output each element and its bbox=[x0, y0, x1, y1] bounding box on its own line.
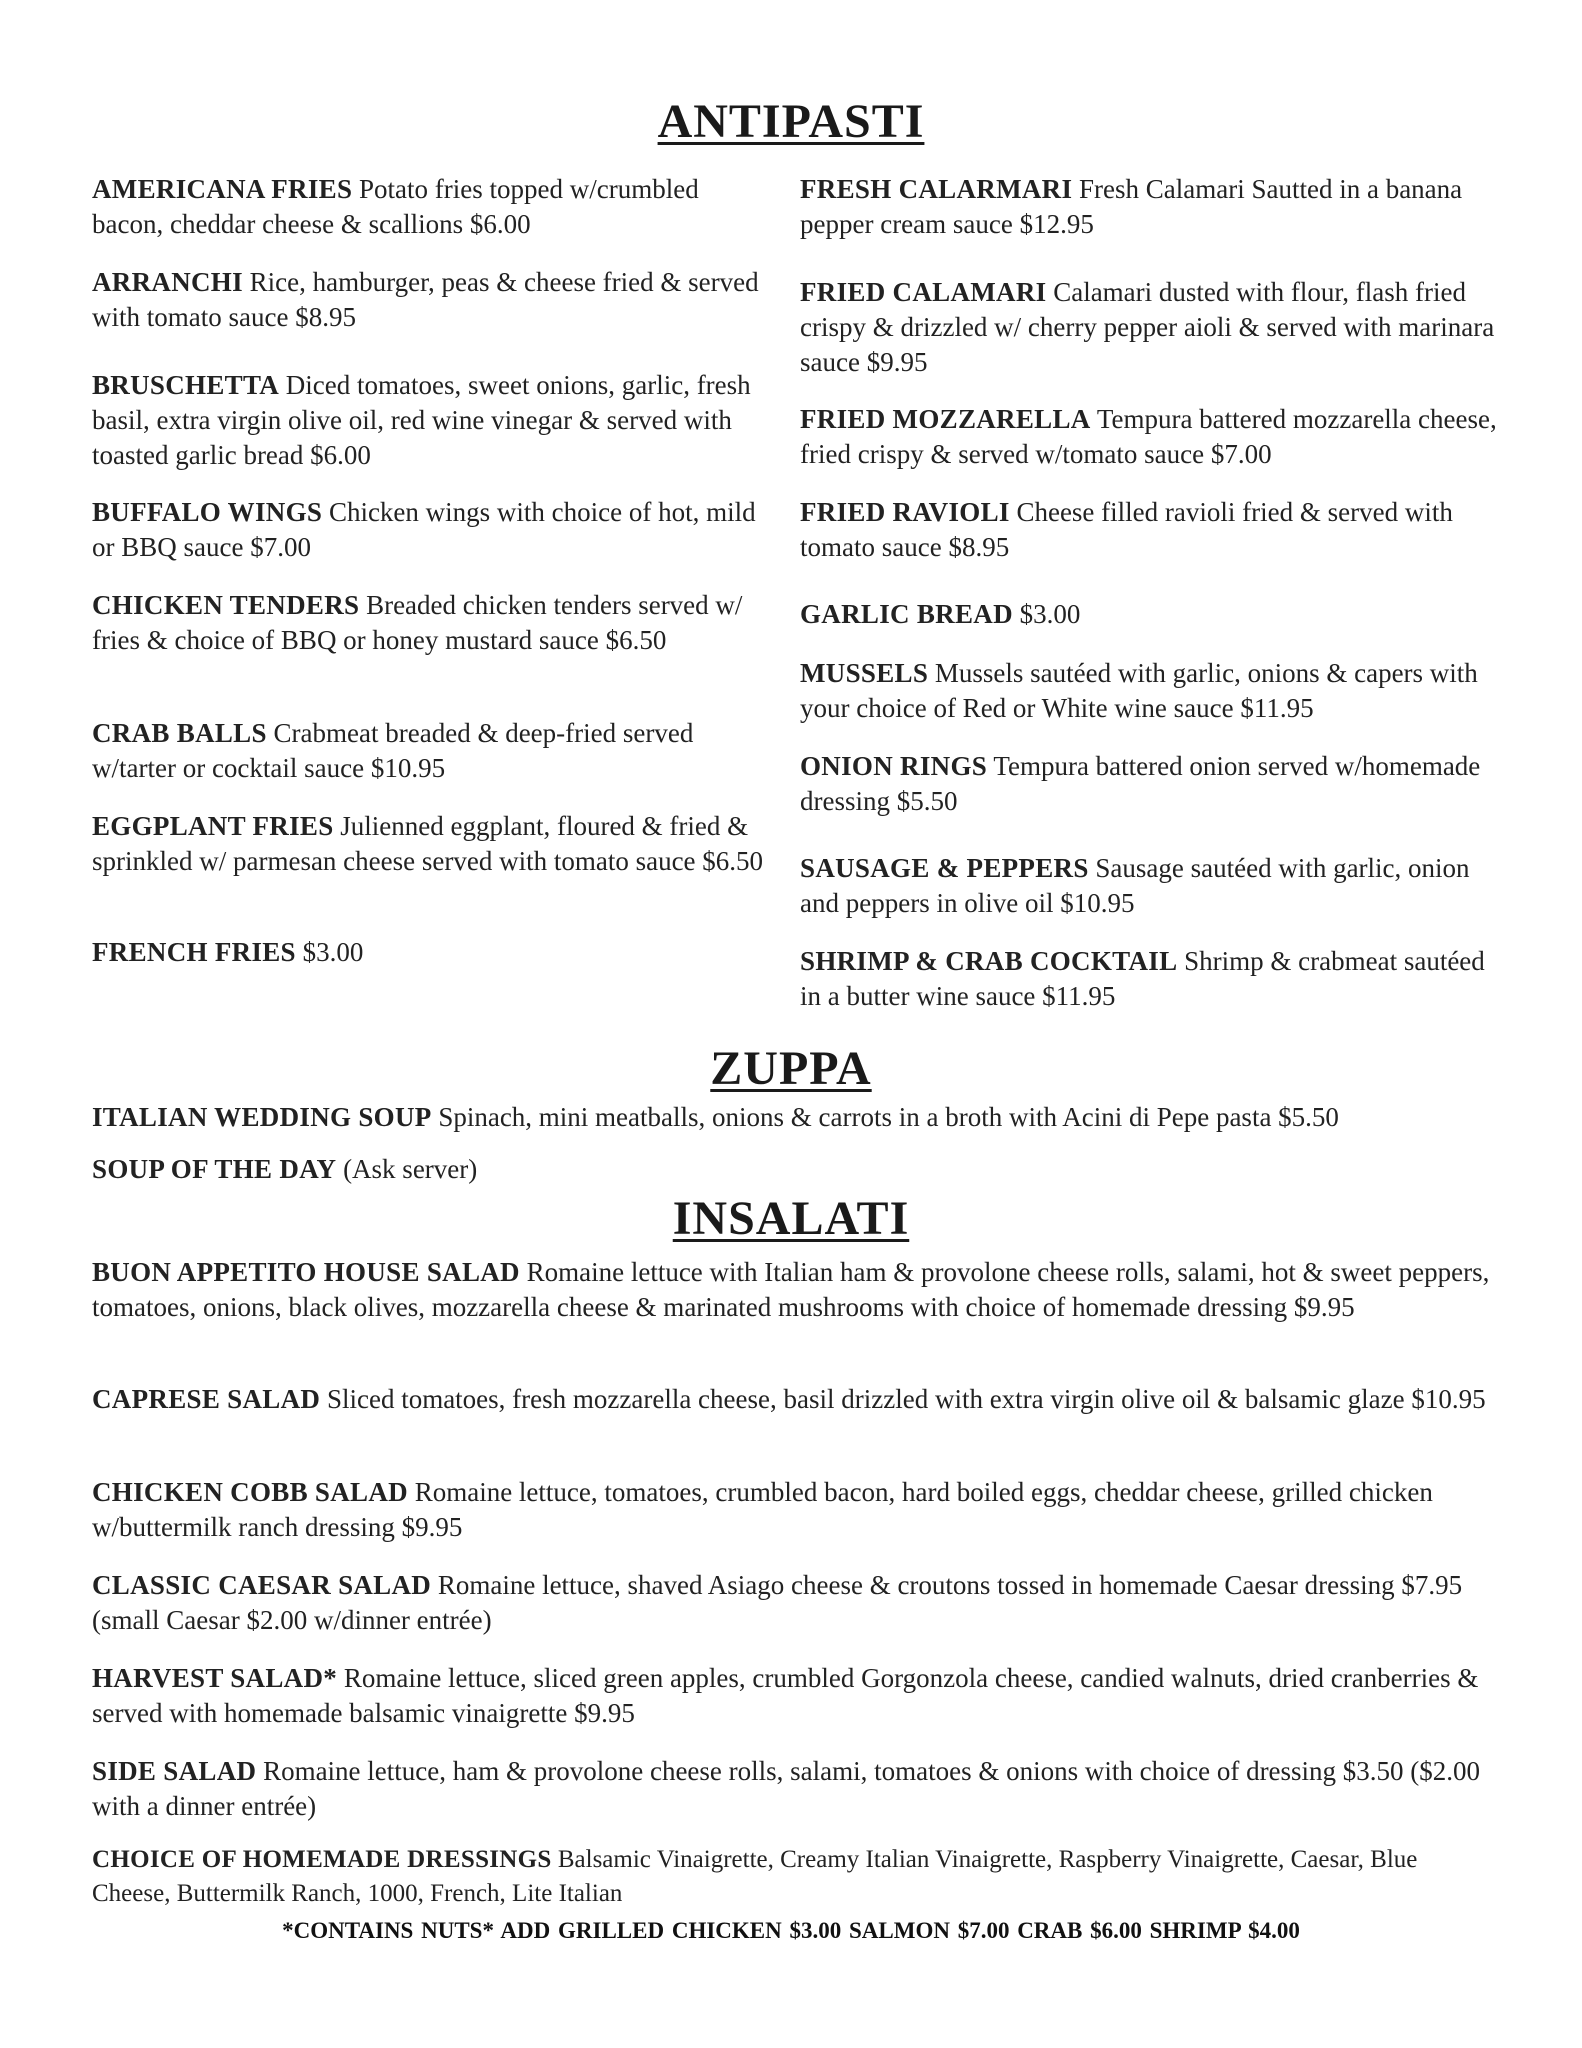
item-desc: Rice, hamburger, peas & cheese fried & served with tomato sauce $8.95 bbox=[92, 267, 759, 332]
item-name: FRENCH FRIES bbox=[92, 937, 296, 967]
menu-item bbox=[800, 275, 1500, 380]
item-name: SHRIMP & CRAB COCKTAIL bbox=[800, 946, 1178, 976]
item-name: EGGPLANT FRIES bbox=[92, 811, 334, 841]
menu-item bbox=[92, 1475, 1492, 1545]
item-desc: $3.00 bbox=[1019, 599, 1081, 629]
item-name: MUSSELS bbox=[800, 658, 929, 688]
item-desc: Sliced tomatoes, fresh mozzarella cheese, basil drizzled with extra virgin olive oil & balsamic glaze $10.95 bbox=[326, 1384, 1486, 1414]
menu-item bbox=[92, 809, 772, 879]
item-desc: Potato fries topped w/crumbled bacon, cheddar cheese & scallions $6.00 bbox=[92, 174, 699, 239]
item-desc: Shrimp & crabmeat sautéed in a butter wine sauce $11.95 bbox=[800, 946, 1485, 1011]
item-name: ARRANCHI bbox=[92, 267, 243, 297]
item-desc: Mussels sautéed with garlic, onions & capers with your choice of Red or White wine sauce $11.95 bbox=[800, 658, 1478, 723]
item-desc: Romaine lettuce, shaved Asiago cheese & croutons tossed in homemade Caesar dressing $7.95 (small Caesar $2.00 w/dinner entrée) bbox=[92, 1570, 1463, 1635]
item-desc: Cheese filled ravioli fried & served with tomato sauce $8.95 bbox=[800, 497, 1453, 562]
menu-item bbox=[92, 935, 772, 970]
item-name: AMERICANA FRIES bbox=[92, 174, 353, 204]
menu-item bbox=[92, 1661, 1492, 1731]
item-desc: Breaded chicken tenders served w/ fries & choice of BBQ or honey mustard sauce $6.50 bbox=[92, 590, 743, 655]
item-name: CHOICE OF HOMEMADE DRESSINGS bbox=[92, 1846, 552, 1873]
item-name: CAPRESE SALAD bbox=[92, 1384, 321, 1414]
item-name: SOUP OF THE DAY bbox=[92, 1154, 337, 1184]
menu-item bbox=[800, 402, 1500, 472]
item-name: FRIED MOZZARELLA bbox=[800, 404, 1091, 434]
menu-item bbox=[92, 495, 772, 565]
item-name: GARLIC BREAD bbox=[800, 599, 1013, 629]
menu-item bbox=[92, 1255, 1492, 1325]
menu-item bbox=[92, 172, 772, 242]
menu-item bbox=[92, 588, 772, 658]
item-desc: Romaine lettuce with Italian ham & provolone cheese rolls, salami, hot & sweet peppers, tomatoes, onions, black olives, mozzarella cheese & marinated mushrooms with choice of homemade dressing $9.95 bbox=[92, 1257, 1490, 1322]
item-desc: Tempura battered mozzarella cheese, fried crispy & served w/tomato sauce $7.00 bbox=[800, 404, 1497, 469]
item-name: ONION RINGS bbox=[800, 751, 988, 781]
menu-item bbox=[800, 749, 1500, 819]
item-name: ITALIAN WEDDING SOUP bbox=[92, 1102, 432, 1132]
item-name: BUON APPETITO HOUSE SALAD bbox=[92, 1257, 520, 1287]
menu-item bbox=[92, 368, 772, 473]
item-name: CLASSIC CAESAR SALAD bbox=[92, 1570, 432, 1600]
menu-item bbox=[800, 172, 1500, 242]
item-desc: (Ask server) bbox=[343, 1154, 478, 1184]
item-desc: Chicken wings with choice of hot, mild or BBQ sauce $7.00 bbox=[92, 497, 756, 562]
item-desc: Julienned eggplant, floured & fried & sprinkled w/ parmesan cheese served with tomato sauce $6.50 bbox=[92, 811, 764, 876]
item-name: FRIED CALAMARI bbox=[800, 277, 1047, 307]
menu-item bbox=[92, 1843, 1492, 1911]
item-name: CHICKEN COBB SALAD bbox=[92, 1477, 408, 1507]
footer-note: *CONTAINS NUTS* ADD GRILLED CHICKEN $3.00 SALMON $7.00 CRAB $6.00 SHRIMP $4.00 bbox=[282, 1918, 1300, 1943]
item-desc: Spinach, mini meatballs, onions & carrots in a broth with Acini di Pepe pasta $5.50 bbox=[438, 1102, 1339, 1132]
item-desc: Romaine lettuce, tomatoes, crumbled bacon, hard boiled eggs, cheddar cheese, grilled chicken w/buttermilk ranch dressing $9.95 bbox=[92, 1477, 1433, 1542]
menu-item bbox=[800, 656, 1500, 726]
item-name: FRESH CALARMARI bbox=[800, 174, 1073, 204]
item-desc: Sausage sautéed with garlic, onion and peppers in olive oil $10.95 bbox=[800, 853, 1470, 918]
menu-item bbox=[92, 716, 772, 786]
menu-item bbox=[800, 944, 1500, 1014]
menu-item bbox=[800, 495, 1500, 565]
item-name: SIDE SALAD bbox=[92, 1756, 257, 1786]
menu-item bbox=[92, 1754, 1492, 1824]
menu-item bbox=[92, 1382, 1492, 1417]
item-desc: Tempura battered onion served w/homemade dressing $5.50 bbox=[800, 751, 1481, 816]
menu-item bbox=[92, 1152, 1492, 1187]
item-desc: $3.00 bbox=[302, 937, 364, 967]
insalati-heading: INSALATI bbox=[672, 1192, 910, 1245]
menu-item bbox=[92, 1100, 1492, 1135]
item-name: BRUSCHETTA bbox=[92, 370, 280, 400]
zuppa-heading: ZUPPA bbox=[710, 1042, 872, 1095]
menu-item bbox=[92, 265, 772, 335]
item-name: SAUSAGE & PEPPERS bbox=[800, 853, 1089, 883]
item-name: CHICKEN TENDERS bbox=[92, 590, 360, 620]
item-name: BUFFALO WINGS bbox=[92, 497, 323, 527]
menu-item bbox=[92, 1568, 1492, 1638]
item-desc: Romaine lettuce, ham & provolone cheese rolls, salami, tomatoes & onions with choice of dressing $3.50 ($2.00 with a dinner entrée) bbox=[92, 1756, 1481, 1821]
item-desc: Calamari dusted with flour, flash fried crispy & drizzled w/ cherry pepper aioli & served with marinara sauce $9.95 bbox=[800, 277, 1495, 377]
antipasti-heading: ANTIPASTI bbox=[657, 95, 925, 148]
item-name: FRIED RAVIOLI bbox=[800, 497, 1010, 527]
item-desc: Crabmeat breaded & deep-fried served w/tarter or cocktail sauce $10.95 bbox=[92, 718, 694, 783]
item-desc: Romaine lettuce, sliced green apples, crumbled Gorgonzola cheese, candied walnuts, dried cranberries & served with homemade balsamic vinaigrette $9.95 bbox=[92, 1663, 1479, 1728]
item-desc: Fresh Calamari Sautted in a banana pepper cream sauce $12.95 bbox=[800, 174, 1463, 239]
item-desc: Balsamic Vinaigrette, Creamy Italian Vinaigrette, Raspberry Vinaigrette, Caesar, Blue Cheese, Buttermilk Ranch, 1000, French, Lite Italian bbox=[92, 1846, 1418, 1907]
menu-item bbox=[800, 851, 1500, 921]
item-name: HARVEST SALAD* bbox=[92, 1663, 338, 1693]
item-desc: Diced tomatoes, sweet onions, garlic, fresh basil, extra virgin olive oil, red wine vinegar & served with toasted garlic bread $6.00 bbox=[92, 370, 751, 470]
item-name: CRAB BALLS bbox=[92, 718, 267, 748]
menu-item bbox=[800, 597, 1500, 632]
